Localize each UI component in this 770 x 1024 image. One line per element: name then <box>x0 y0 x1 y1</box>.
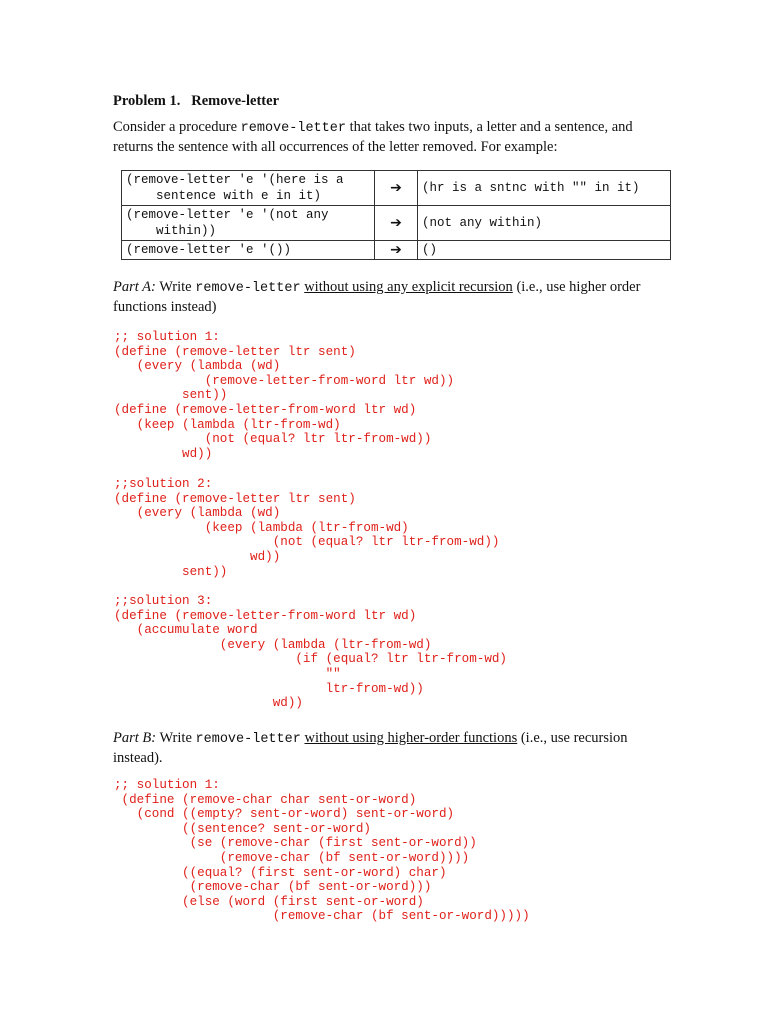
example-result: (not any within) <box>418 206 671 241</box>
part-a-label: Part A: <box>113 279 156 295</box>
part-b-code: remove-letter <box>195 732 301 747</box>
examples-table <box>121 170 671 260</box>
code-block-a3: ;;solution 3: (define (remove-letter-from-word ltr wd) (accumulate word (every (lambda (ltr-from-wd) (if (equal? ltr ltr-from-wd) "" ltr-from-wd)) wd)) <box>114 594 507 711</box>
part-b-text-line2: instead). <box>113 750 163 766</box>
arrow-icon: ➔ <box>375 206 418 241</box>
part-a-constraint: without using any explicit recursion <box>304 279 513 295</box>
part-b-constraint: without using higher-order functions <box>304 730 518 746</box>
code-block-a1: ;; solution 1: (define (remove-letter ltr sent) (every (lambda (wd) (remove-letter-from-word ltr wd)) sent)) (define (remove-letter-from-word ltr wd) (keep (lambda (ltr-from-wd) (not (equal? ltr ltr-from-wd)) wd)) <box>114 330 455 461</box>
part-a-code: remove-letter <box>195 281 301 296</box>
intro-code: remove-letter <box>240 121 346 136</box>
example-expression: (remove-letter 'e '()) <box>122 241 375 260</box>
intro-text: Consider a procedure <box>113 119 241 135</box>
intro-text-cont: that takes two inputs, a letter and a sentence, and <box>345 119 633 135</box>
arrow-icon: ➔ <box>375 241 418 260</box>
problem-intro <box>113 118 673 157</box>
example-row <box>122 241 671 260</box>
part-b-text: Write <box>156 730 196 746</box>
part-b-prompt <box>113 729 673 768</box>
example-result: () <box>418 241 671 260</box>
part-a-prompt <box>113 278 673 317</box>
code-block-a2: ;;solution 2: (define (remove-letter ltr sent) (every (lambda (wd) (keep (lambda (ltr-from-wd) (not (equal? ltr ltr-from-wd)) wd)) sent)) <box>114 477 500 579</box>
example-expression: (remove-letter 'e '(not any within)) <box>122 206 375 241</box>
code-block-b1: ;; solution 1: (define (remove-char char sent-or-word) (cond ((empty? sent-or-word) sent-or-word) ((sentence? sent-or-word) (se (remove-char (first sent-or-word)) (remove-char (bf sent-or-word)))) ((equal? (first sent-or-word) char) (remove-char (bf sent-or-word))) (else (word (first sent-or-word) (remove-char (bf sent-or-word))))) <box>114 778 530 924</box>
part-a-text-cont: (i.e., use higher order <box>512 279 641 295</box>
part-b-text-cont: (i.e., use recursion <box>517 730 628 746</box>
arrow-icon: ➔ <box>375 171 418 206</box>
intro-text-line2: returns the sentence with all occurrences of the letter removed. For example: <box>113 139 558 155</box>
part-a-text: Write <box>155 279 196 295</box>
example-row <box>122 171 671 206</box>
example-expression: (remove-letter 'e '(here is a sentence with e in it) <box>122 171 375 206</box>
problem-heading: Problem 1. Remove-letter <box>113 93 280 109</box>
part-b-label: Part B: <box>113 730 157 746</box>
part-a-text-line2: functions instead) <box>113 299 217 315</box>
example-result: (hr is a sntnc with "" in it) <box>418 171 671 206</box>
example-row <box>122 206 671 241</box>
